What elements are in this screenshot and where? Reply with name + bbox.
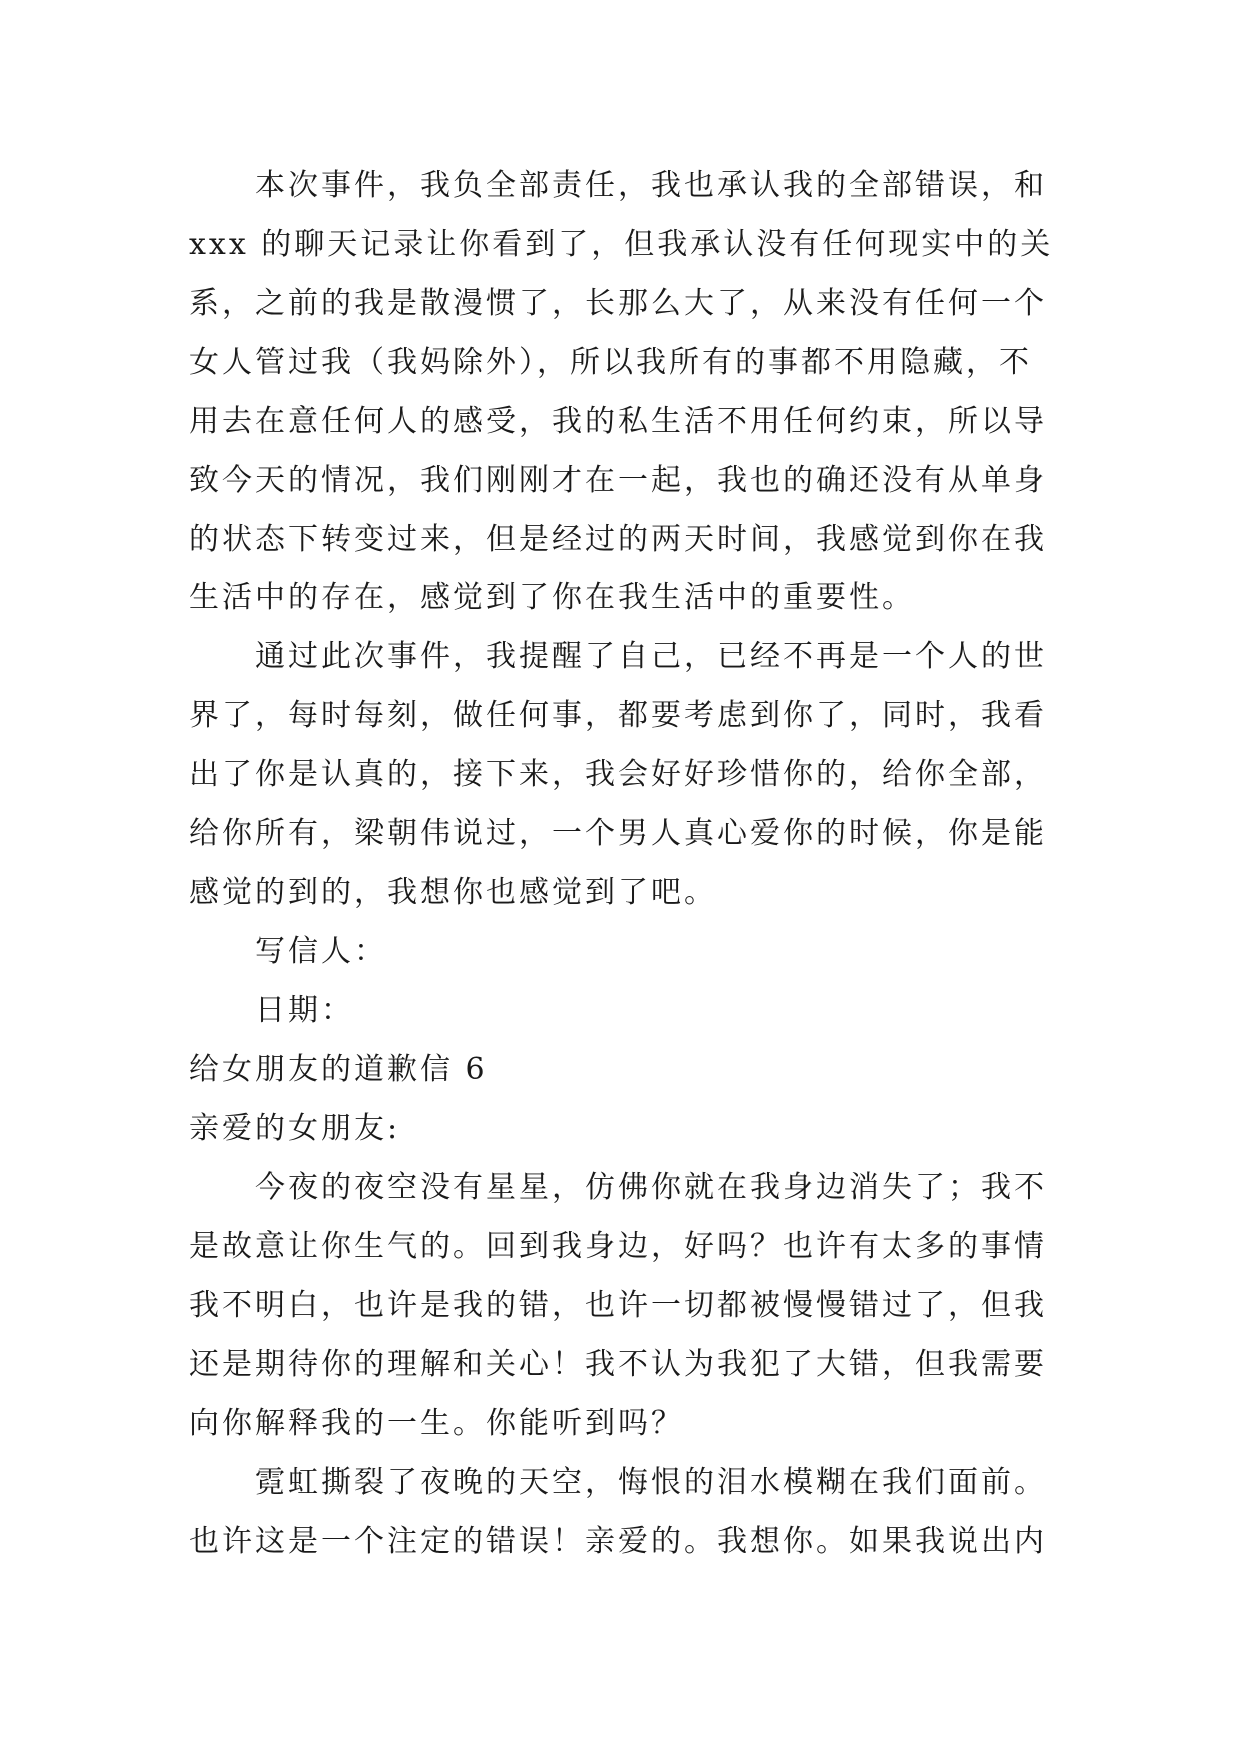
paragraph-line: 也许这是一个注定的错误！亲爱的。我想你。如果我说出内 (189, 1524, 1047, 1559)
date-label: 日期： (255, 993, 354, 1028)
paragraph-line: 出了你是认真的，接下来，我会好好珍惜你的，给你全部， (189, 757, 1047, 792)
salutation: 亲爱的女朋友: (189, 1111, 401, 1146)
paragraph-line: 我不明白，也许是我的错，也许一切都被慢慢错过了，但我 (189, 1288, 1047, 1323)
paragraph-line: 的状态下转变过来，但是经过的两天时间，我感觉到你在我 (189, 522, 1047, 557)
section-heading: 给女朋友的道歉信 6 (189, 1052, 488, 1087)
paragraph-line: 本次事件，我负全部责任，我也承认我的全部错误，和 (255, 168, 1047, 203)
paragraph-line: 生活中的存在，感觉到了你在我生活中的重要性。 (189, 580, 915, 615)
paragraph-line: xxx 的聊天记录让你看到了，但我承认没有任何现实中的关 (189, 227, 1054, 262)
paragraph-line: 今夜的夜空没有星星，仿佛你就在我身边消失了；我不 (255, 1170, 1047, 1205)
paragraph-line: 还是期待你的理解和关心！我不认为我犯了大错，但我需要 (189, 1347, 1047, 1382)
paragraph-line: 系，之前的我是散漫惯了，长那么大了，从来没有任何一个 (189, 286, 1047, 321)
paragraph-line: 是故意让你生气的。回到我身边，好吗？也许有太多的事情 (189, 1229, 1047, 1264)
paragraph-line: 致今天的情况，我们刚刚才在一起，我也的确还没有从单身 (189, 463, 1047, 498)
paragraph-line: 感觉的到的，我想你也感觉到了吧。 (189, 875, 717, 910)
paragraph-line: 霓虹撕裂了夜晚的天空，悔恨的泪水模糊在我们面前。 (255, 1465, 1047, 1500)
paragraph-line: 女人管过我（我妈除外），所以我所有的事都不用隐藏，不 (189, 345, 1032, 380)
paragraph-line: 用去在意任何人的感受，我的私生活不用任何约束，所以导 (189, 404, 1047, 439)
paragraph-line: 给你所有，梁朝伟说过，一个男人真心爱你的时候，你是能 (189, 816, 1047, 851)
paragraph-line: 通过此次事件，我提醒了自己，已经不再是一个人的世 (255, 639, 1047, 674)
paragraph-line: 向你解释我的一生。你能听到吗？ (189, 1406, 684, 1441)
signature-label: 写信人： (255, 934, 387, 969)
paragraph-line: 界了，每时每刻，做任何事，都要考虑到你了，同时，我看 (189, 698, 1047, 733)
